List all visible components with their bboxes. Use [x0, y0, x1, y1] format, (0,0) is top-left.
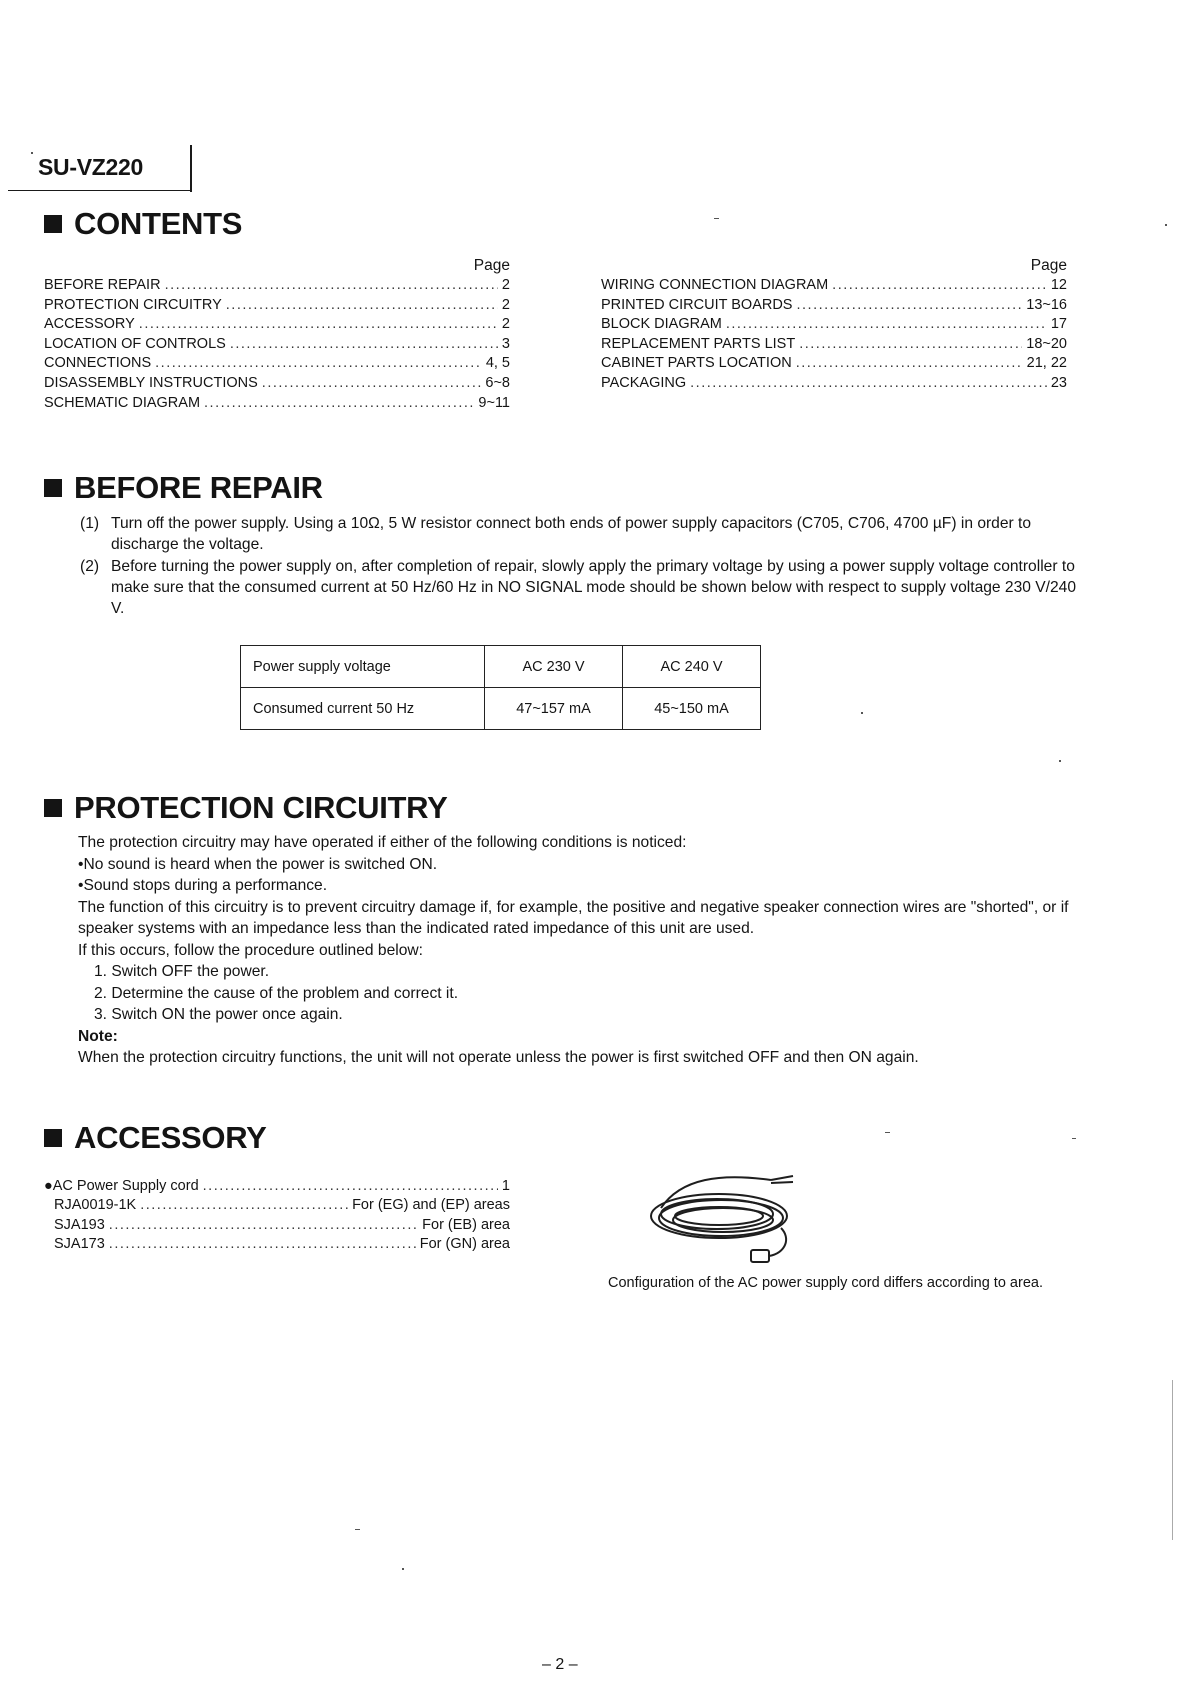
- scan-speck: [885, 1132, 890, 1133]
- heading-bullet: [44, 215, 62, 233]
- protection-intro: The protection circuitry may have operated if either of the following conditions is noticed:: [78, 834, 687, 851]
- repair-step-number: (2): [80, 558, 100, 575]
- toc-leader: [799, 335, 1022, 355]
- accessory-list: [44, 1177, 510, 1255]
- accessory-leader: [109, 1216, 418, 1235]
- toc-entry-label: PROTECTION CIRCUITRY: [44, 296, 222, 313]
- toc-entry-label: CABINET PARTS LOCATION: [601, 355, 792, 372]
- toc-entry-label: DISASSEMBLY INSTRUCTIONS: [44, 374, 258, 391]
- accessory-item: [44, 1177, 510, 1196]
- toc-entry: [601, 276, 1067, 296]
- toc-leader: [832, 276, 1047, 296]
- part-number: RJA0019-1K: [54, 1197, 137, 1214]
- scan-speck: [714, 218, 719, 219]
- toc-entry-page: 17: [1050, 316, 1067, 333]
- toc-entry-page: 2: [501, 316, 510, 333]
- table-cell: Consumed current 50 Hz: [241, 688, 485, 730]
- accessory-part-row: [44, 1196, 510, 1215]
- toc-leader: [690, 374, 1047, 394]
- scan-speck: [1172, 1380, 1173, 1540]
- toc-entry: [601, 296, 1067, 316]
- accessory-leader: [203, 1177, 498, 1196]
- toc-leader: [155, 354, 482, 374]
- toc-entry: [44, 354, 510, 374]
- accessory-leader: [109, 1235, 416, 1254]
- table-cell: AC 230 V: [485, 646, 623, 688]
- table-cell: Power supply voltage: [241, 646, 485, 688]
- part-area: For (GN) area: [419, 1236, 510, 1253]
- accessory-heading: [44, 1120, 267, 1156]
- part-area: For (EG) and (EP) areas: [352, 1197, 510, 1214]
- toc-leader: [796, 296, 1022, 316]
- toc-entry: [601, 315, 1067, 335]
- protection-condition: •Sound stops during a performance.: [78, 877, 328, 894]
- accessory-label: ●AC Power Supply cord: [44, 1178, 199, 1194]
- toc-entry-label: BLOCK DIAGRAM: [601, 316, 722, 333]
- heading-bullet: [44, 479, 62, 497]
- toc-entry-label: ACCESSORY: [44, 316, 135, 333]
- toc-leader: [262, 374, 482, 394]
- contents-left-column: [44, 256, 510, 413]
- cord-caption: Configuration of the AC power supply cord differs according to area.: [608, 1275, 1043, 1291]
- scan-speck: [1165, 224, 1167, 226]
- power-cord-illustration: [641, 1168, 821, 1268]
- toc-entry: [44, 394, 510, 414]
- page-column-label: Page: [473, 257, 510, 274]
- toc-entry-page: 23: [1050, 374, 1067, 391]
- table-row: [241, 646, 761, 688]
- toc-entry: [44, 315, 510, 335]
- accessory-part-row: [44, 1216, 510, 1235]
- header-divider: [190, 145, 192, 192]
- note-label: Note:: [78, 1027, 118, 1045]
- part-area: For (EB) area: [422, 1216, 510, 1233]
- scan-speck: [31, 152, 33, 154]
- protection-function: The function of this circuitry is to prevent circuitry damage if, for example, the positive and negative speaker connection wires are "shorted", or if speaker systems with an impedance less than the indicated rated impedance of this unit are used.: [78, 898, 1069, 937]
- toc-entry-page: 2: [501, 277, 510, 293]
- toc-entry-page: 6~8: [485, 374, 510, 391]
- repair-step-number: (1): [80, 515, 100, 532]
- toc-leader: [204, 394, 474, 414]
- toc-entry: [44, 296, 510, 316]
- accessory-qty: 1: [501, 1178, 510, 1194]
- consumed-current-table: [240, 645, 761, 730]
- accessory-part-row: [44, 1235, 510, 1254]
- contents-heading: [44, 206, 242, 242]
- table-row: [241, 688, 761, 730]
- model-number: SU-VZ220: [38, 154, 143, 180]
- heading-bullet: [44, 799, 62, 817]
- toc-entry-label: LOCATION OF CONTROLS: [44, 335, 226, 352]
- toc-entry-page: 18~20: [1026, 335, 1067, 352]
- scan-speck: [402, 1568, 404, 1570]
- protection-body: [78, 832, 1088, 1069]
- toc-entry-label: PACKAGING: [601, 374, 687, 391]
- toc-entry-label: WIRING CONNECTION DIAGRAM: [601, 277, 829, 293]
- scan-speck: [861, 712, 863, 714]
- repair-step-text: Before turning the power supply on, after completion of repair, slowly apply the primary voltage by using a power supply voltage controller to make sure that the consumed current at 50 Hz/60 Hz in NO SIGNAL mode should be shown below with respect to supply voltage 230 V/240 V.: [111, 558, 1077, 617]
- protection-heading: [44, 790, 447, 826]
- accessory-leader: [140, 1196, 348, 1215]
- page-number: – 2 –: [542, 1656, 578, 1673]
- toc-entry: [44, 335, 510, 355]
- protection-condition: •No sound is heard when the power is switched ON.: [78, 855, 438, 873]
- toc-entry-label: SCHEMATIC DIAGRAM: [44, 394, 201, 411]
- toc-entry: [601, 374, 1067, 394]
- scan-speck: [355, 1529, 360, 1530]
- part-number: SJA173: [54, 1236, 105, 1253]
- toc-entry-label: BEFORE REPAIR: [44, 277, 161, 293]
- contents-title: CONTENTS: [74, 206, 243, 241]
- part-number: SJA193: [54, 1216, 105, 1233]
- scan-speck: [1072, 1138, 1076, 1139]
- toc-entry-label: REPLACEMENT PARTS LIST: [601, 335, 796, 352]
- toc-entry: [44, 276, 510, 296]
- procedure-intro: If this occurs, follow the procedure outlined below:: [78, 941, 423, 959]
- header-underline: [8, 190, 192, 191]
- repair-step-text: Turn off the power supply. Using a 10Ω, 5 W resistor connect both ends of power supply capacitors (C705, C706, 4700 µF) in order to discharge the voltage.: [111, 515, 1032, 553]
- before-repair-heading: [44, 470, 323, 506]
- toc-entry-page: 9~11: [478, 394, 510, 411]
- toc-leader: [726, 315, 1047, 335]
- scan-speck: [1059, 760, 1061, 762]
- toc-leader: [139, 315, 498, 335]
- toc-entry: [44, 374, 510, 394]
- toc-entry-label: CONNECTIONS: [44, 355, 152, 372]
- toc-entry-page: 21, 22: [1026, 355, 1067, 372]
- toc-entry-page: 2: [501, 296, 510, 313]
- toc-entry-label: PRINTED CIRCUIT BOARDS: [601, 296, 793, 313]
- table-cell: 45~150 mA: [623, 688, 761, 730]
- toc-entry: [601, 354, 1067, 374]
- table-cell: AC 240 V: [623, 646, 761, 688]
- toc-entry-page: 4, 5: [485, 355, 510, 372]
- procedure-step: 3. Switch ON the power once again.: [94, 1006, 343, 1023]
- note-text: When the protection circuitry functions, the unit will not operate unless the power is first switched OFF and then ON again.: [78, 1049, 919, 1066]
- before-repair-title: BEFORE REPAIR: [74, 470, 323, 505]
- toc-leader: [165, 276, 498, 296]
- heading-bullet: [44, 1129, 62, 1147]
- page-column-label: Page: [1030, 257, 1067, 274]
- toc-entry: [601, 335, 1067, 355]
- repair-step: [80, 556, 1080, 619]
- protection-title: PROTECTION CIRCUITRY: [74, 790, 448, 825]
- before-repair-steps: [80, 513, 1080, 620]
- toc-leader: [230, 335, 498, 355]
- toc-entry-page: 12: [1050, 277, 1067, 293]
- toc-entry-page: 13~16: [1026, 296, 1067, 313]
- toc-leader: [226, 296, 498, 316]
- table-cell: 47~157 mA: [485, 688, 623, 730]
- toc-leader: [796, 354, 1023, 374]
- contents-right-column: [601, 256, 1067, 394]
- procedure-step: 2. Determine the cause of the problem and correct it.: [94, 984, 459, 1002]
- repair-step: [80, 513, 1080, 555]
- toc-entry-page: 3: [501, 335, 510, 352]
- accessory-title: ACCESSORY: [74, 1120, 267, 1155]
- procedure-step: 1. Switch OFF the power.: [94, 963, 270, 980]
